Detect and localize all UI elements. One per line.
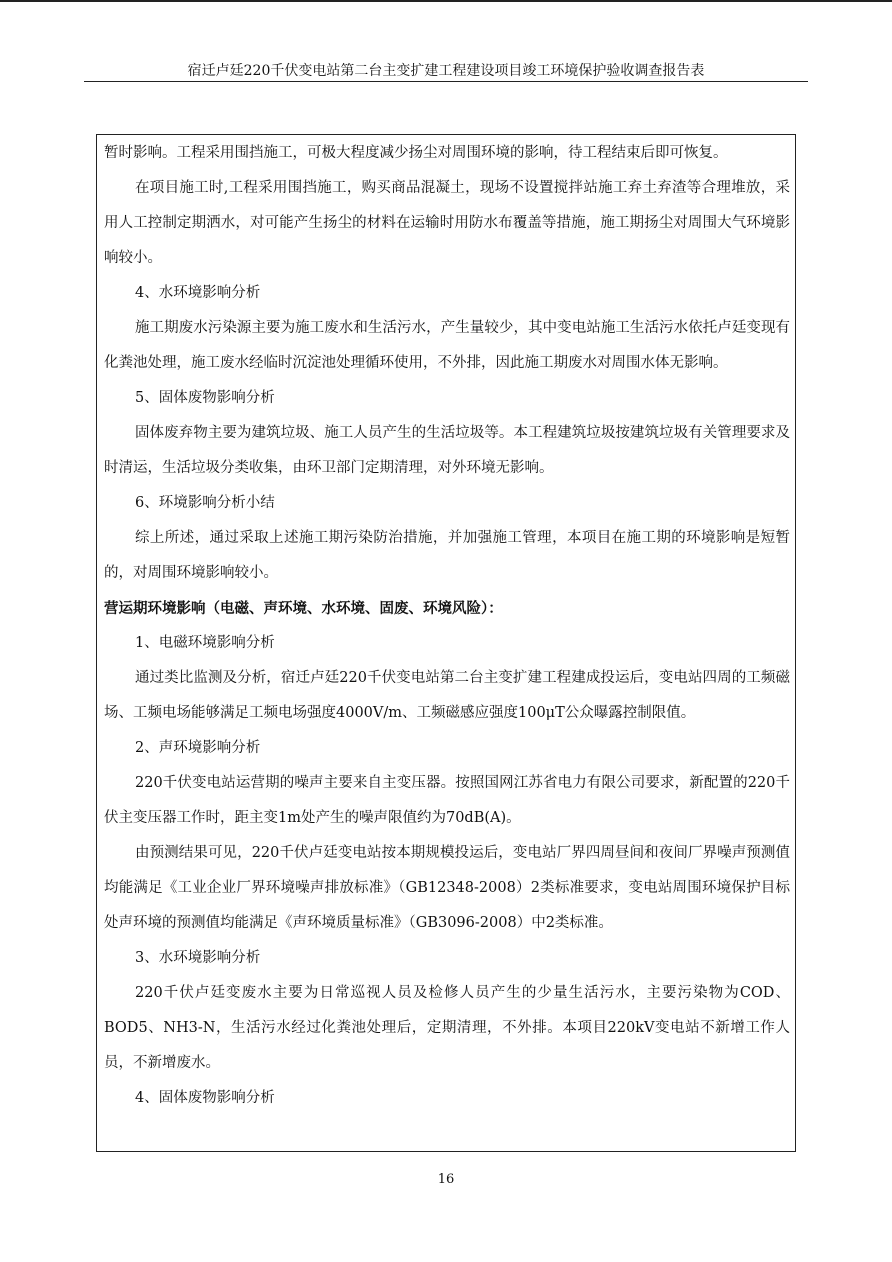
heading-water-impact: 4、水环境影响分析: [135, 285, 261, 301]
heading-operation-solid-waste: 4、固体废物影响分析: [135, 1090, 275, 1106]
paragraph-construction-solid-waste: 固体废弃物主要为建筑垃圾、施工人员产生的生活垃圾等。本工程建筑垃圾按建筑垃圾有关管理要求及时清运，生活垃圾分类收集，由环卫部门定期清理，对外环境无影响。: [104, 425, 790, 476]
page-number: 16: [437, 1172, 455, 1187]
paragraph-dust-measures: 在项目施工时,工程采用围挡施工，购买商品混凝土，现场不设置搅拌站施工弃土弃渣等合理堆放，采用人工控制定期洒水，对可能产生扬尘的材料在运输时用防水布覆盖等措施，施工期扬尘对周围大气环境影响较小。: [104, 180, 790, 266]
paragraph-operation-wastewater: 220千伏卢廷变废水主要为日常巡视人员及检修人员产生的少量生活污水，主要污染物为COD、BOD5、NH3-N，生活污水经过化粪池处理后，定期清理，不外排。本项目220kV变电站不新增工作人员，不新增废水。: [104, 985, 790, 1071]
header-rule: [84, 81, 808, 82]
heading-acoustic-impact: 2、声环境影响分析: [135, 740, 261, 756]
body-content: [104, 136, 790, 1116]
heading-operation-period: 营运期环境影响（电磁、声环境、水环境、固废、环境风险）：: [104, 600, 503, 617]
paragraph-noise-prediction: 由预测结果可见，220千伏卢廷变电站按本期规模投运后，变电站厂界四周昼间和夜间厂界噪声预测值均能满足《工业企业厂界环境噪声排放标准》（GB12348-2008）2类标准要求，变电站周围环境保护目标处声环境的预测值均能满足《声环境质量标准》（GB3096-2008）中2类标准。: [104, 845, 790, 931]
paragraph-dust-continued: 暂时影响。工程采用围挡施工，可极大程度减少扬尘对周围环境的影响，待工程结束后即可恢复。: [104, 145, 728, 161]
page-header: 宿迁卢廷220千伏变电站第二台主变扩建工程建设项目竣工环境保护验收调查报告表: [187, 63, 705, 79]
heading-solid-waste-impact: 5、固体废物影响分析: [135, 390, 275, 406]
paragraph-electromagnetic-impact: 通过类比监测及分析，宿迁卢廷220千伏变电站第二台主变扩建工程建成投运后，变电站四周的工频磁场、工频电场能够满足工频电场强度4000V/m、工频磁感应强度100μT公众曝露控制限值。: [104, 670, 790, 721]
top-border-line: [0, 0, 892, 2]
heading-impact-summary: 6、环境影响分析小结: [135, 495, 275, 511]
paragraph-impact-summary: 综上所述，通过采取上述施工期污染防治措施，并加强施工管理，本项目在施工期的环境影响是短暂的，对周围环境影响较小。: [104, 530, 790, 581]
paragraph-construction-wastewater: 施工期废水污染源主要为施工废水和生活污水，产生量较少，其中变电站施工生活污水依托卢廷变现有化粪池处理，施工废水经临时沉淀池处理循环使用，不外排，因此施工期废水对周围水体无影响。: [104, 320, 790, 371]
heading-electromagnetic-impact: 1、电磁环境影响分析: [135, 635, 275, 651]
paragraph-transformer-noise: 220千伏变电站运营期的噪声主要来自主变压器。按照国网江苏省电力有限公司要求，新配置的220千伏主变压器工作时，距主变1m处产生的噪声限值约为70dB(A)。: [104, 775, 790, 826]
heading-operation-water-impact: 3、水环境影响分析: [135, 950, 261, 966]
